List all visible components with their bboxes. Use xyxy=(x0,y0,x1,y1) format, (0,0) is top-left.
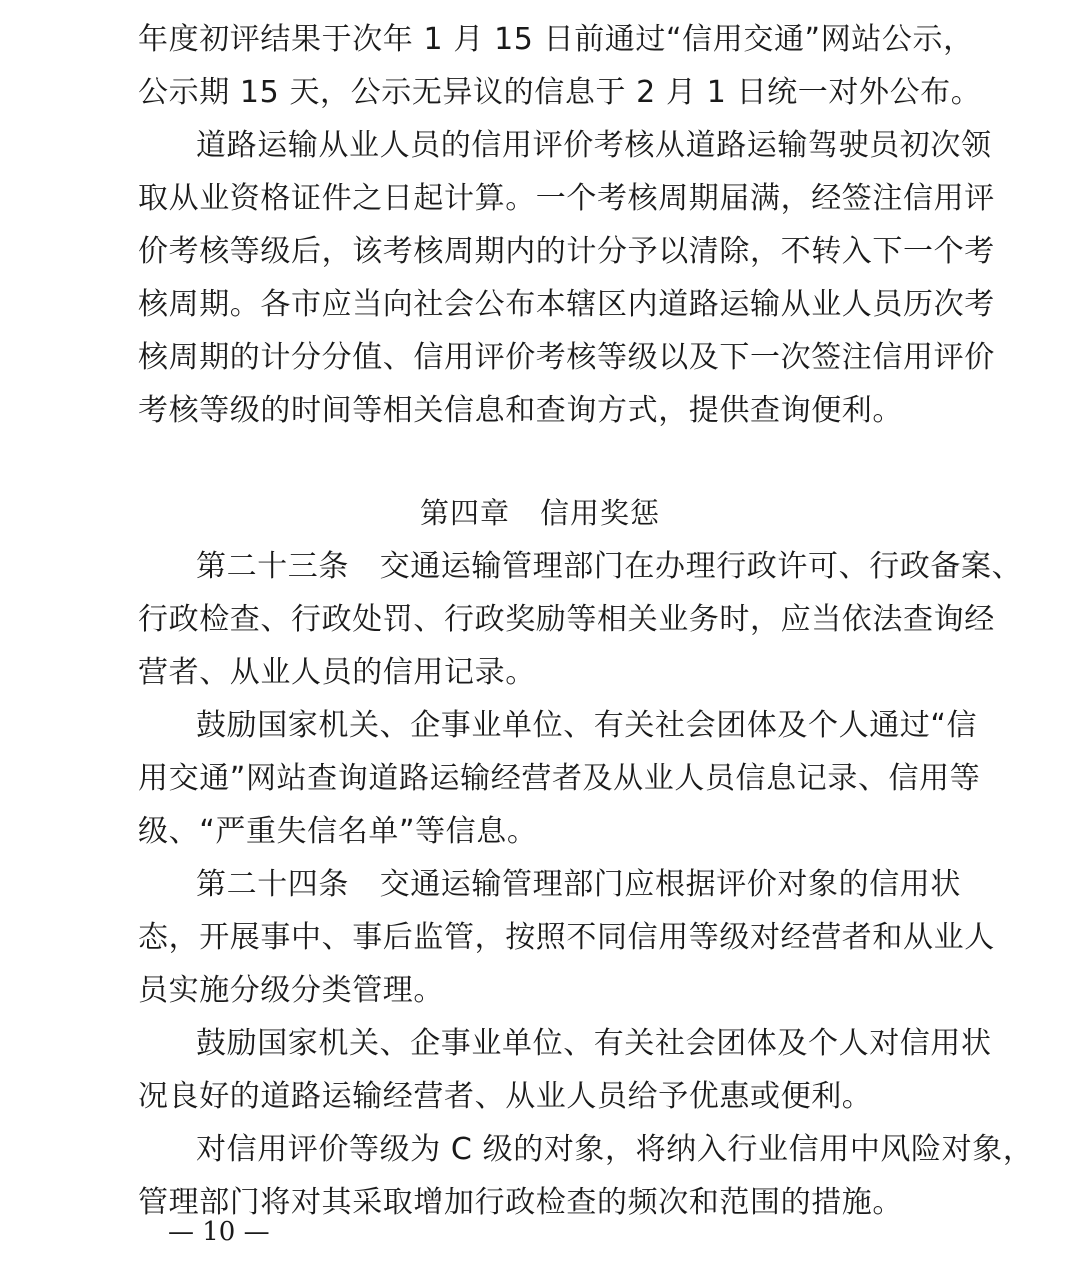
text-line: 况良好的道路运输经营者、从业人员给予优惠或便利。 xyxy=(138,1079,873,1114)
text-line: 用交通”网站查询道路运输经营者及从业人员信息记录、信用等 xyxy=(138,761,981,796)
text-line: 核周期的计分分值、信用评价考核等级以及下一次签注信用评价 xyxy=(138,340,995,375)
text-line: 营者、从业人员的信用记录。 xyxy=(138,655,536,690)
text-line: 取从业资格证件之日起计算。一个考核周期届满，经签注信用评 xyxy=(138,181,995,216)
text-line: 鼓励国家机关、企事业单位、有关社会团体及个人通过“信 xyxy=(196,708,978,743)
text-line: 对信用评价等级为 C 级的对象，将纳入行业信用中风险对象， xyxy=(196,1132,1034,1167)
text-line: 鼓励国家机关、企事业单位、有关社会团体及个人对信用状 xyxy=(196,1026,992,1061)
text-line: 考核等级的时间等相关信息和查询方式，提供查询便利。 xyxy=(138,393,903,428)
text-line: 年度初评结果于次年 1 月 15 日前通过“信用交通”网站公示， xyxy=(138,22,974,57)
text-line: 态，开展事中、事后监管，按照不同信用等级对经营者和从业人 xyxy=(138,920,995,955)
text-line: 价考核等级后，该考核周期内的计分予以清除，不转入下一个考 xyxy=(138,234,995,269)
text-line: 公示期 15 天，公示无异议的信息于 2 月 1 日统一对外公布。 xyxy=(138,75,982,110)
chapter-heading: 第四章 信用奖惩 xyxy=(419,496,660,530)
text-line: 管理部门将对其采取增加行政检查的频次和范围的措施。 xyxy=(138,1185,903,1220)
text-line: 第二十三条 交通运输管理部门在办理行政许可、行政备案、 xyxy=(196,549,1023,584)
text-line: 核周期。各市应当向社会公布本辖区内道路运输从业人员历次考 xyxy=(138,287,995,322)
text-line: 员实施分级分类管理。 xyxy=(138,973,444,1008)
text-line: 第二十四条 交通运输管理部门应根据评价对象的信用状 xyxy=(196,867,961,902)
text-line: 行政检查、行政处罚、行政奖励等相关业务时，应当依法查询经 xyxy=(138,602,995,637)
text-line: 级、“严重失信名单”等信息。 xyxy=(138,814,538,849)
page-number: — 10 — xyxy=(168,1217,270,1247)
text-line: 道路运输从业人员的信用评价考核从道路运输驾驶员初次领 xyxy=(196,128,992,163)
